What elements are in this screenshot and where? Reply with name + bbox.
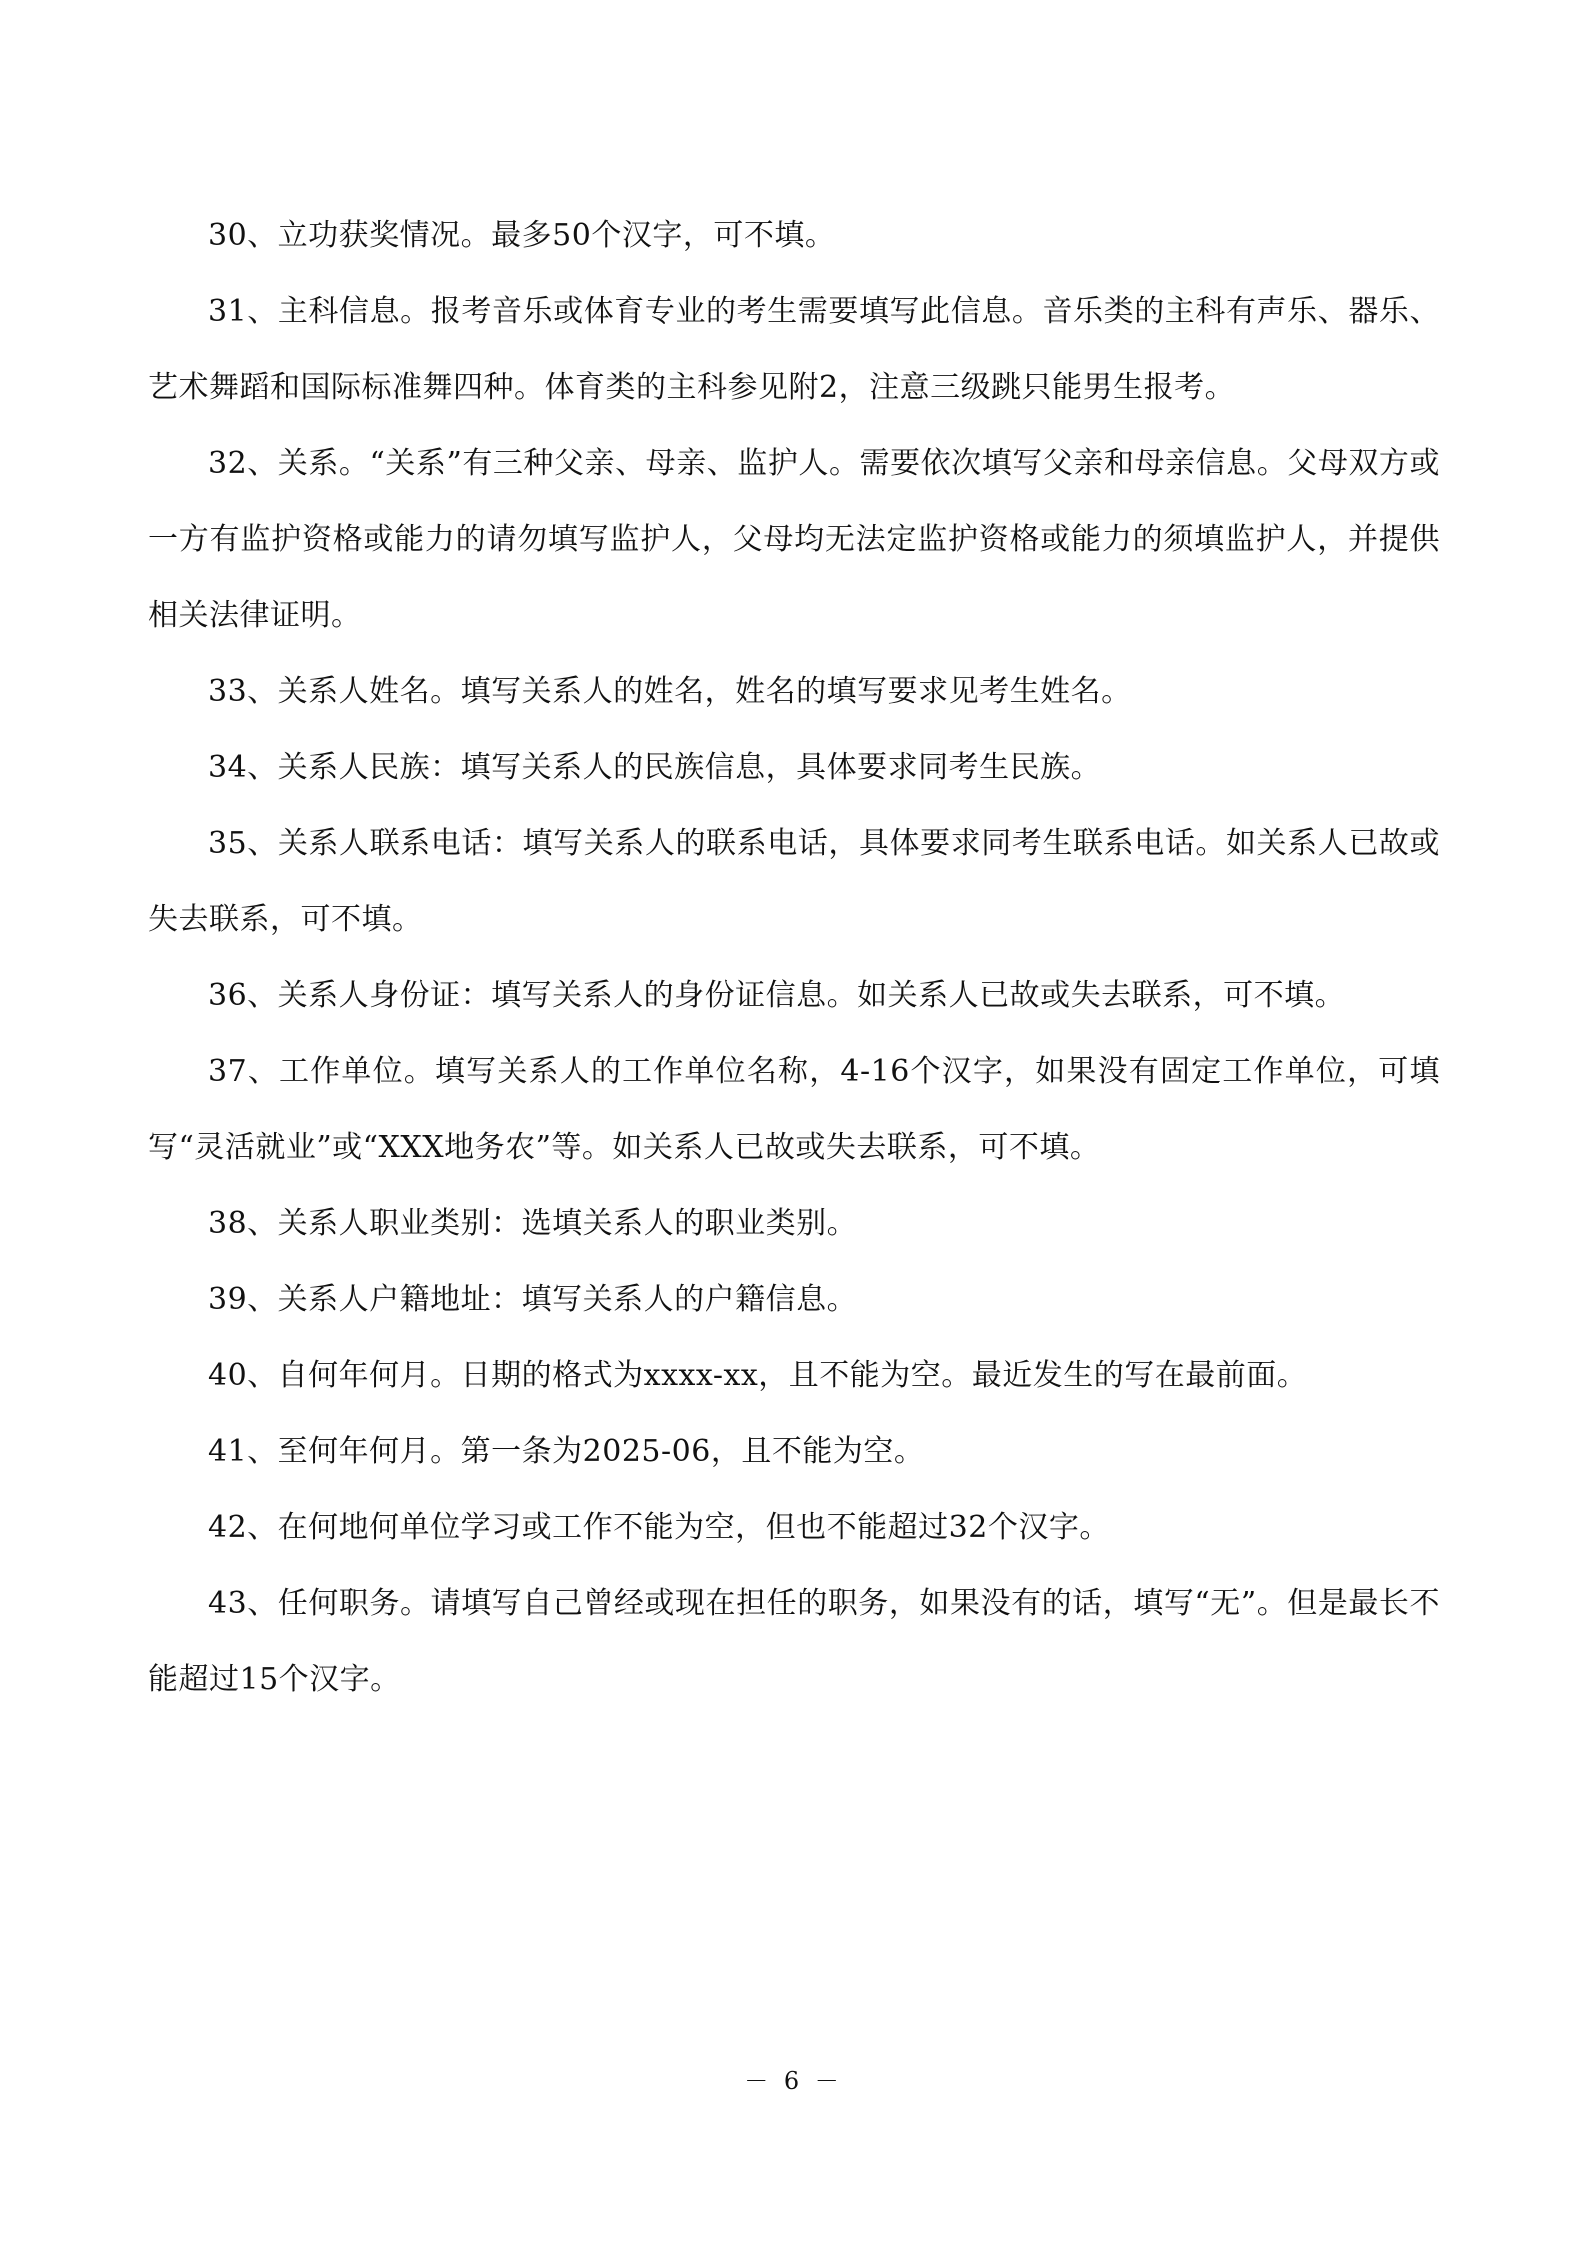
paragraph-item-41: 41、至何年何月。第一条为2025-06，且不能为空。 bbox=[208, 1434, 925, 1469]
paragraph-item-38: 38、关系人职业类别：选填关系人的职业类别。 bbox=[208, 1206, 858, 1241]
paragraph-item-37: 37、工作单位。填写关系人的工作单位名称，4-16个汉字，如果没有固定工作单位，可填写“灵活就业”或“XXX地务农”等。如关系人已故或失去联系，可不填。 bbox=[148, 1054, 1440, 1165]
paragraph-item-33: 33、关系人姓名。填写关系人的姓名，姓名的填写要求见考生姓名。 bbox=[208, 674, 1132, 709]
paragraph-item-42: 42、在何地何单位学习或工作不能为空，但也不能超过32个汉字。 bbox=[208, 1510, 1110, 1545]
document-body bbox=[148, 198, 1440, 1718]
page-number: － 6 － bbox=[744, 2067, 843, 2095]
paragraph-item-34: 34、关系人民族：填写关系人的民族信息，具体要求同考生民族。 bbox=[208, 750, 1102, 785]
paragraph-item-43: 43、任何职务。请填写自己曾经或现在担任的职务，如果没有的话，填写“无”。但是最长不能超过15个汉字。 bbox=[148, 1586, 1440, 1697]
paragraph-item-35: 35、关系人联系电话：填写关系人的联系电话，具体要求同考生联系电话。如关系人已故或失去联系，可不填。 bbox=[148, 826, 1440, 937]
paragraph-item-39: 39、关系人户籍地址：填写关系人的户籍信息。 bbox=[208, 1282, 858, 1317]
paragraph-item-40: 40、自何年何月。日期的格式为xxxx-xx，且不能为空。最近发生的写在最前面。 bbox=[208, 1358, 1308, 1393]
paragraph-item-30: 30、立功获奖情况。最多50个汉字，可不填。 bbox=[208, 218, 836, 253]
paragraph-item-31: 31、主科信息。报考音乐或体育专业的考生需要填写此信息。音乐类的主科有声乐、器乐、艺术舞蹈和国际标准舞四种。体育类的主科参见附2，注意三级跳只能男生报考。 bbox=[148, 294, 1440, 405]
paragraph-item-32: 32、关系。“关系”有三种父亲、母亲、监护人。需要依次填写父亲和母亲信息。父母双方或一方有监护资格或能力的请勿填写监护人，父母均无法定监护资格或能力的须填监护人，并提供相关法律证明。 bbox=[148, 446, 1440, 633]
paragraph-item-36: 36、关系人身份证：填写关系人的身份证信息。如关系人已故或失去联系，可不填。 bbox=[208, 978, 1346, 1013]
